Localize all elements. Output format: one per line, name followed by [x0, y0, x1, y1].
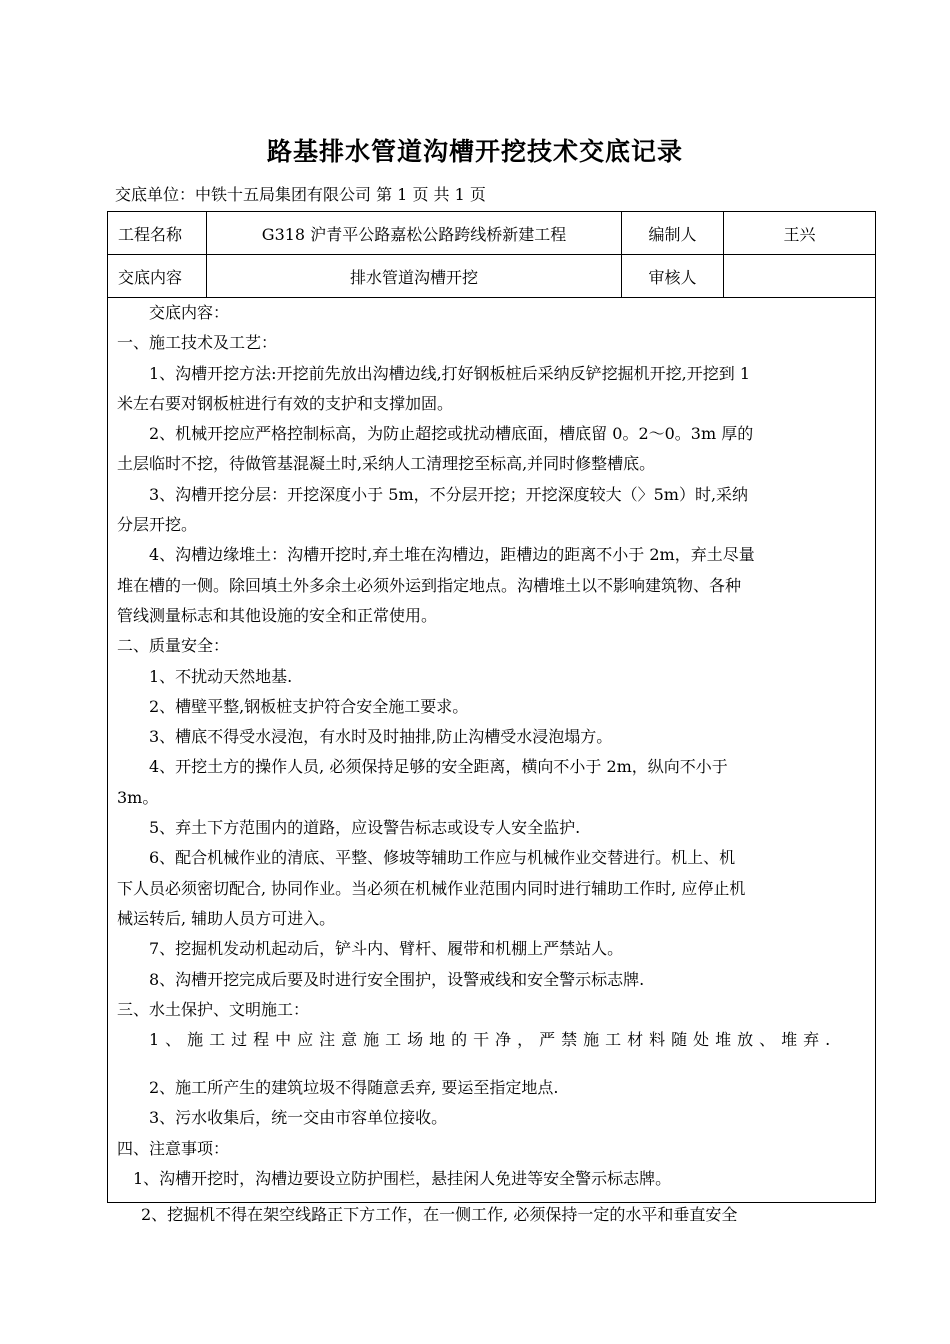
reviewer-value	[724, 255, 875, 297]
project-name-value: G318 沪青平公路嘉松公路跨线桥新建工程	[207, 212, 622, 254]
paragraph-line: 3m。	[117, 787, 159, 807]
paragraph-line: 3、槽底不得受水浸泡，有水时及时抽排,防止沟槽受水浸泡塌方。	[149, 727, 613, 747]
paragraph-line: 1、沟槽开挖方法:开挖前先放出沟槽边线,打好钢板桩后采纳反铲挖掘机开挖,开挖到 1	[149, 363, 751, 383]
section-title-notes: 四、注意事项：	[117, 1138, 230, 1158]
project-name-label: 工程名称	[108, 212, 207, 254]
paragraph-line: 1、沟槽开挖时，沟槽边要设立防护围栏，悬挂闲人免进等安全警示标志牌。	[133, 1169, 672, 1189]
paragraph-line: 5、弃土下方范围内的道路，应设警告标志或设专人安全监护.	[149, 818, 581, 838]
paragraph-line: 4、沟槽边缘堆土：沟槽开挖时,弃土堆在沟槽边，距槽边的距离不小于 2m，弃土尽量	[149, 545, 755, 565]
paragraph-line: 2、槽壁平整,钢板桩支护符合安全施工要求。	[149, 696, 469, 716]
reviewer-label: 审核人	[622, 255, 724, 297]
body-intro: 交底内容：	[149, 303, 230, 322]
section-title-environment: 三、水土保护、文明施工：	[117, 999, 310, 1019]
section-title-quality: 二、质量安全：	[117, 636, 230, 656]
paragraph-line: 2、机械开挖应严格控制标高，为防止超挖或扰动槽底面，槽底留 0。2～0。3m 厚的	[149, 424, 754, 444]
content-value: 排水管道沟槽开挖	[207, 255, 622, 297]
paragraph-line: 堆在槽的一侧。除回填土外多余土必须外运到指定地点。沟槽堆土以不影响建筑物、各种	[117, 575, 742, 595]
record-table	[107, 211, 876, 1225]
paragraph-line: 分层开挖。	[117, 515, 198, 535]
paragraph-line: 3、沟槽开挖分层：开挖深度小于 5m，不分层开挖；开挖深度较大（〉5m）时,采纳	[149, 484, 749, 504]
paragraph-line: 下人员必须密切配合, 协同作业。当必须在机械作业范围内同时进行辅助工作时, 应停止机	[117, 878, 746, 898]
paragraph-line: 1、施工过程中应注意施工场地的干净，严禁施工材料随处堆放、堆弃.	[149, 1030, 837, 1050]
header-row-content	[108, 255, 875, 298]
paragraph-line: 6、配合机械作业的清底、平整、修坡等辅助工作应与机械作业交替进行。机上、机	[149, 848, 736, 868]
paragraph-line: 1、不扰动天然地基.	[149, 666, 293, 686]
paragraph-line: 械运转后, 辅助人员方可进入。	[117, 908, 336, 928]
compiler-value: 王兴	[783, 224, 816, 244]
paragraph-line: 8、沟槽开挖完成后要及时进行安全围护，设警戒线和安全警示标志牌.	[149, 969, 645, 989]
paragraph-line: 米左右要对钢板桩进行有效的支护和支撑加固。	[117, 393, 454, 413]
content-label: 交底内容	[108, 255, 207, 297]
paragraph-line: 4、开挖土方的操作人员, 必须保持足够的安全距离，横向不小于 2m，纵向不小于	[149, 757, 728, 777]
paragraph-line: 土层临时不挖，待做管基混凝土时,采纳人工清理挖至标高,并同时修整槽底。	[117, 454, 656, 474]
disclosure-body	[117, 298, 869, 1230]
paragraph-line: 2、挖掘机不得在架空线路正下方工作，在一侧工作, 必须保持一定的水平和垂直安全	[141, 1205, 738, 1225]
paragraph-line: 管线测量标志和其他设施的安全和正常使用。	[117, 605, 438, 625]
paragraph-line: 7、挖掘机发动机起动后，铲斗内、臂杆、履带和机棚上严禁站人。	[149, 939, 624, 959]
unit-page-line: 交底单位：中铁十五局集团有限公司 第 1 页 共 1 页	[115, 185, 486, 204]
compiler-label: 编制人	[622, 212, 724, 254]
document-title: 路基排水管道沟槽开挖技术交底记录	[266, 137, 683, 166]
section-title-technique: 一、施工技术及工艺：	[117, 333, 278, 353]
paragraph-line: 3、污水收集后，统一交由市容单位接收。	[149, 1108, 448, 1128]
header-row-project	[108, 212, 875, 255]
paragraph-line: 2、施工所产生的建筑垃圾不得随意丢弃, 要运至指定地点.	[149, 1078, 559, 1098]
